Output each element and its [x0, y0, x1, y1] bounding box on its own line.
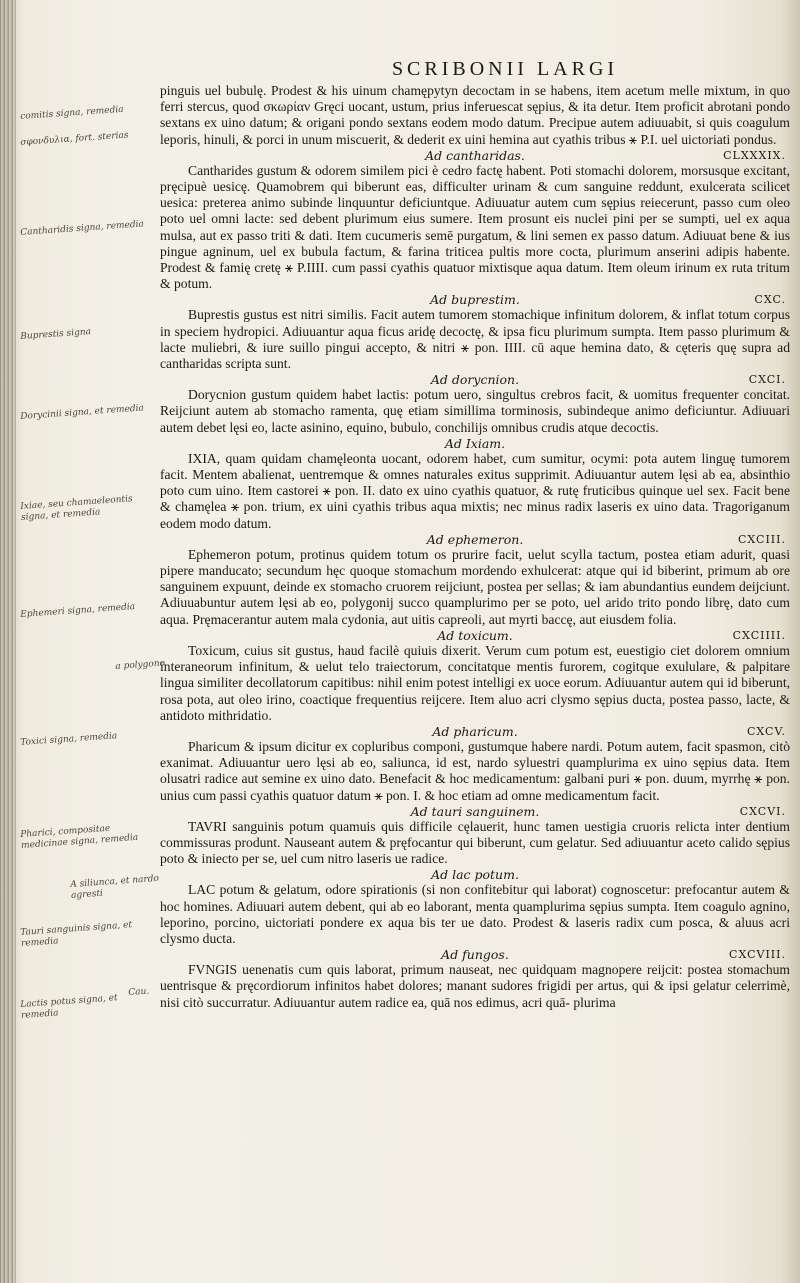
margin-note: Dorycinii signa, et remedia [20, 403, 145, 422]
section-number: CXCI. [748, 373, 786, 387]
section-text: Dorycnion gustum quidem habet lactis: potum uero, singultus crebros facit, & uomitus frequenter concitat. Reijciunt autem ab stomacho ramenta, quę etiam simillima torminosis, subindeque animo deficiuntur. Adiuuari autem debet lęsi eo, lacte asinino, equino, bubulo, conchilijs omnibus crudis atque decoctis. [160, 387, 790, 435]
section-text: TAVRI sanguinis potum quamuis quis difficile cęlauerit, hunc tamen uestigia cruoris relicta inter dentium commissuras produnt. Nauseant autem & pręfocantur qui biberunt, cum gelatur. Sed adiuuantur aceto calido sępius poto & iniecto per se, uel cum nitro laseris ue radice. [160, 818, 790, 867]
section-ixiam [160, 436, 790, 532]
margin-note: σφονδυλια, fort. sterias [20, 130, 129, 148]
section-number: CXCIIII. [732, 628, 786, 642]
section-cantharidas [160, 148, 790, 293]
section-number: CXC. [754, 293, 786, 307]
section-fungos [160, 947, 790, 1011]
section-pharicum [160, 724, 790, 804]
section-text: Pharicum & ipsum dicitur ex copluribus componi, gustumque habere nardi. Potum autem, facit spasmon, citò exanimat. Adiuuantur uero lęsi ab eo, saliunca, id est, nardo syluestri quamplurima ex uino sępius data. Item olusatri radice aut semine ex uino dato. Benefacit & hoc medicamentum: galbani puri ⚹ pon. duum, myrrhę ⚹ pon. unius cum passi cyathis quatuor datum ⚹ pon. I. & hoc etiam ad omne medicamentum facit. [160, 738, 790, 803]
section-number: CXCIII. [737, 532, 786, 546]
margin-note: Lactis potus signa, et remedia [20, 993, 118, 1021]
section-number: CXCVIII. [729, 948, 786, 962]
section-heading: Ad lac potum. [431, 867, 519, 883]
section-number: CXCVI. [739, 804, 786, 818]
margin-annotations [20, 90, 166, 1210]
section-text: Ephemeron potum, protinus quidem totum os prurire facit, uelut scylla tactum, postea etiam adurit, quasi pipere manducato; secundum hęc quoque stomachum mordendo exhulcerat: atque qui id biberint, primum ab ore sanguinem expuunt, deinde ex stomacho cruorem reijciunt, postea per sellas; & iam abundantius eundem deijciunt. Adiuuabuntur autem lęsi ab eo, polygonij succo quamplurimo per se poto, uel arido trito pondo librę, dato cum aqua. Pręmacerantur autem mala cydonia, aut uitis capreoli, aut myrti baccę, aut eiusdem folia. [160, 546, 790, 627]
section-heading: Ad tauri sanguinem. CXCVI. [410, 803, 786, 819]
section-text: LAC potum & gelatum, odore spirationis (si non confitebitur qui laborat) cognoscetur: prefocantur autem & hoc homines. Adiuuari autem debent, qui ab eo laborant, menta quamplurima sępius sumpta. Item coagulo agnino, leporino, porcino, uictoriati pondere ex aqua bis ter ue dato. Prodest & laseris radix cum posca, & aluus acri clysmo ducta. [160, 882, 790, 946]
margin-note: Pharici, compositae medicinae signa, remedia [20, 823, 139, 851]
margin-note: Tauri sanguinis signa, et remedia [20, 920, 133, 949]
section-buprestim [160, 292, 790, 372]
margin-note: a polygono [115, 658, 166, 672]
section-heading: Ad cantharidas. CLXXXIX. [425, 147, 786, 163]
intro-paragraph: pinguis uel bubulę. Prodest & his uinum chamępytyn decoctam in se habens, item acetum melle mixtum, in quo ferri stercus, quod σκωρίαν Gręci uocant, ustum, prius inferuescat sępius, & ita detur. Item proficit abrotani pondo sextans ex uino datum; & origani pondo sextans eodem modo datum. Precipue autem adiuuabit, si quis coagulum leporis, hinuli, & porci in unum miscuerit, & dederit ex uini hemina aut cyathis tribus ⚹ P.I. uel uictoriati pondus. [160, 83, 790, 147]
section-text: Toxicum, cuius sit gustus, haud facilè quiuis dixerit. Verum cum potum est, euestigio ciet dolorem omnium interaneorum infinitum, & uelut telo traiectorum, concitatque mentis furorem, cogitque exululare, & palpitare lingua similiter decollatorum capitibus: nihil enim potest intelligi ex uoce eorum. Adiuuantur autem qui id biberunt, rosa pota, aut oleo irino, coactique frequentius reijcere. Item aluo acri clysmo sępius ducta, postea passo, lacte, & antidoto mithridatio. [160, 642, 790, 723]
margin-note: Cau. [128, 986, 150, 998]
running-head: SCRIBONII LARGI [391, 58, 619, 80]
section-heading: Ad dorycnion. CXCI. [430, 372, 786, 388]
margin-note: Toxici signa, remedia [20, 731, 118, 748]
section-ephemeron [160, 532, 790, 628]
section-heading: Ad pharicum. CXCV. [432, 723, 786, 739]
section-text: Cantharides gustum & odorem similem pici è cedro factę habent. Poti stomachi dolorem, morsusque excitant, pręcipuè uesicę. Quamobrem qui biberunt eas, difficulter urinam & cum sanguine reddunt, exulcerata scilicet uesica: preterea animo subinde linquuntur deficiuntque. Adiuuatur autem cum sępius reiecerunt, passo cum oleo poto uel omni lacte: sed debent plurimum eius sumere. Item prosunt eis nuclei pini per se sumpti, uel ex aqua mulsa, aut ex passo triti & dati. Item cucumeris semē purgatum, & lini semen ex passo datum. Adiuuat bene & ius pingue agninum, uel ex bubula factum, & farina triticea pultis more cocta, plurimum anserini adipis habente. Prodest & famię cretę ⚹ P.IIII. cum passi cyathis quatuor mixtisque aqua datum. Item oleum irinum ex ruta tritum & potum. [160, 162, 790, 292]
margin-note: Ixiae, seu chamaeleontis signa, et remedia [20, 494, 133, 523]
section-text: FVNGIS uenenatis cum quis laborat, primum nauseat, nec quidquam magnopere reijcit: postea stomachum uentrisque & pręcordiorum infinitos habet dolores; manant sudores frigidi per artus, qui & ipsi gelatur celerrimè, nisi citò succurratur. Adiuuantur autem radice ea, quā nos edimus, acri quā- plurima [160, 962, 790, 1010]
section-toxicum [160, 628, 790, 724]
book-binding-edge [0, 0, 16, 1283]
section-number: CXCV. [747, 724, 786, 738]
section-lac-potum [160, 867, 790, 947]
section-text: IXIA, quam quidam chamęleonta uocant, odorem habet, cum sumitur, ocymi: pota autem linguę tumorem facit. Mentem abalienat, uentremque & omnes naturales exitus supprimit. Adiuuantur autem lęsi ab ea, absinthio poto cum uino. Item castorei ⚹ pon. II. dato ex uino cyathis quatuor, & rutę fruticibus quinque uel sex. Facit bene & chamęlea ⚹ pon. trium, ex uini cyathis tribus aqua mixtis; nec minus radix laseris ex uino data. Tragoriganum eodem modo datum. [160, 450, 790, 531]
section-heading: Ad toxicum. CXCIIII. [437, 627, 786, 643]
margin-note: comitis signa, remedia [20, 104, 124, 122]
section-heading: Ad buprestim. CXC. [430, 292, 786, 308]
section-text: Buprestis gustus est nitri similis. Facit autem tumorem stomachique infinitum dolorem, & inflat totum corpus in speciem hydropici. Adiuuantur aqua ficus aridę decoctę, & ipsa ficu plurimum sumpta. Item passo plurimum & lacte muliebri, & iure suillo pingui accepto, & nitri ⚹ pon. IIII. cū aque hemina dato, & cęteris quę supra ad cantharidas scripta sunt. [160, 307, 790, 372]
section-dorycnion [160, 372, 790, 436]
section-heading: Ad Ixiam. [444, 435, 506, 451]
margin-note: A siliunca, et nardo agresti [70, 873, 160, 901]
section-heading: Ad fungos. CXCVIII. [441, 947, 786, 963]
margin-note: Cantharidis signa, remedia [20, 219, 145, 238]
section-tauri-sanguinem [160, 804, 790, 868]
section-heading: Ad ephemeron. CXCIII. [426, 531, 786, 547]
section-number: CLXXXIX. [723, 148, 786, 162]
margin-note: Buprestis signa [20, 327, 92, 342]
text-column [160, 58, 790, 1011]
margin-note: Ephemeri signa, remedia [20, 601, 136, 620]
